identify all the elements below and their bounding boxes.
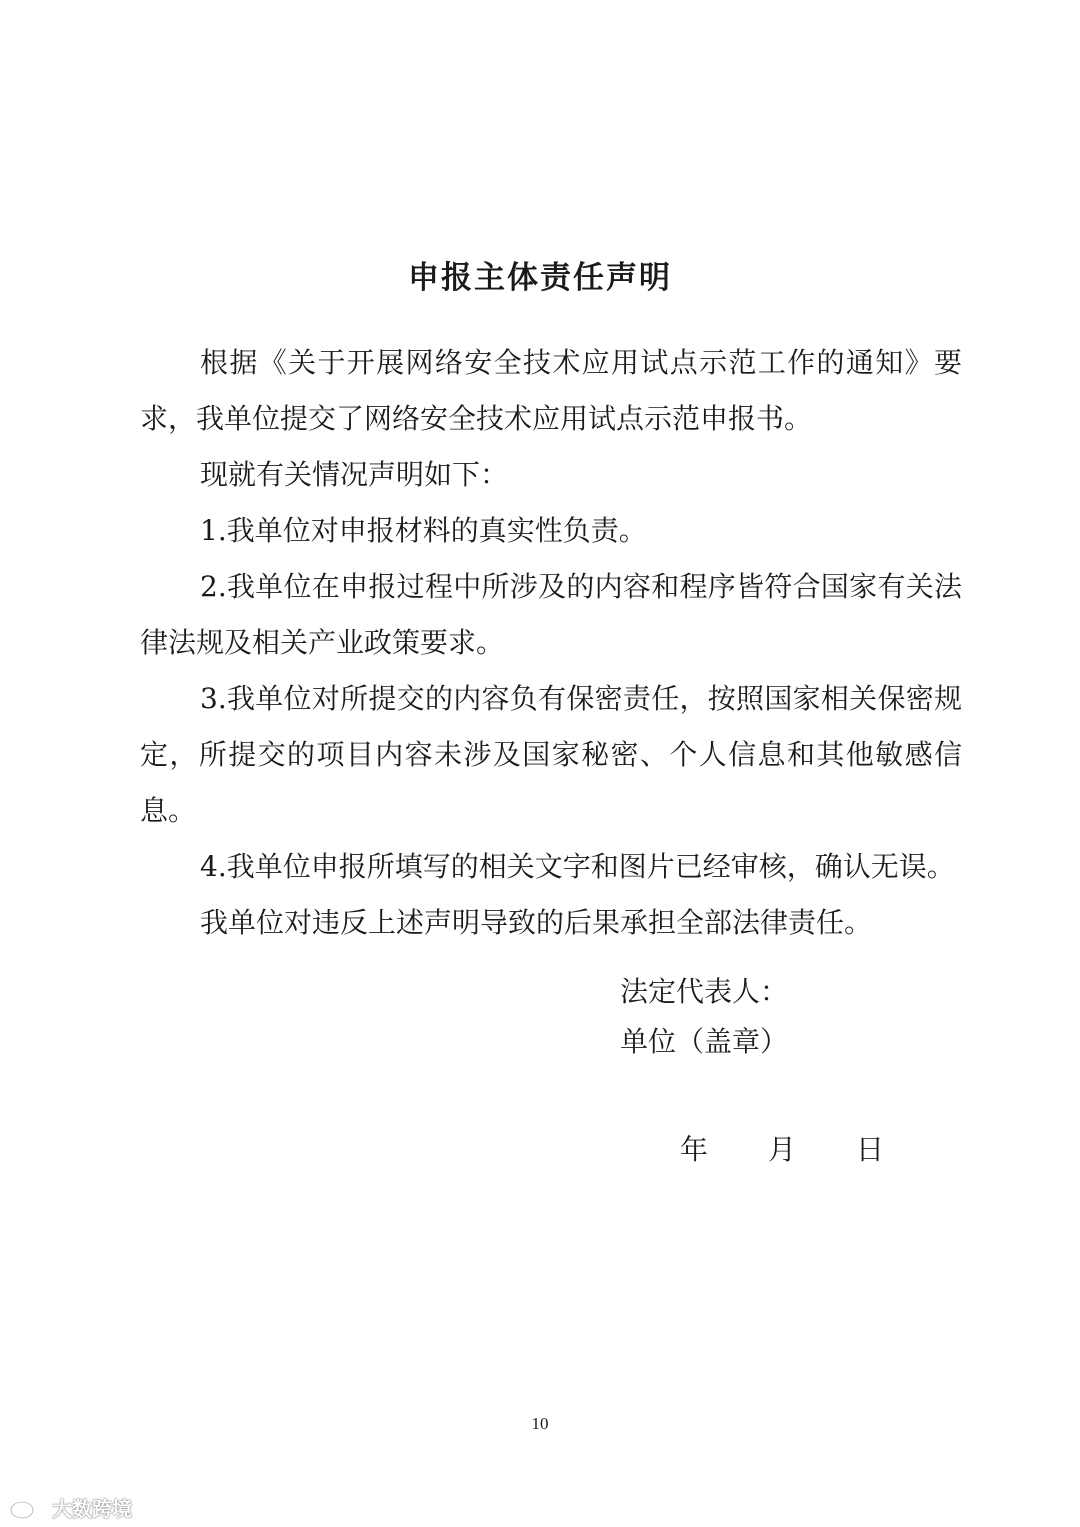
- paragraph-item-4: 4.我单位申报所填写的相关文字和图片已经审核，确认无误。: [200, 850, 955, 883]
- paragraph-intro: 根据《关于开展网络安全技术应用试点示范工作的通知》要求，我单位提交了网络安全技术应用试点示范申报书。: [140, 346, 962, 435]
- weibo-logo-icon: [8, 1495, 48, 1521]
- legal-representative-label: 法定代表人：: [620, 975, 789, 1008]
- unit-seal-label: 单位（盖章）: [620, 1025, 789, 1058]
- page-number: 10: [531, 1414, 549, 1433]
- declaration-body: [140, 335, 962, 951]
- paragraph-item-3: 3.我单位对所提交的内容负有保密责任，按照国家相关保密规定，所提交的项目内容未涉及国家秘密、个人信息和其他敏感信息。: [140, 682, 962, 827]
- paragraph-closing: 我单位对违反上述声明导致的后果承担全部法律责任。: [200, 906, 873, 939]
- date-day-label: 日: [856, 1133, 885, 1166]
- watermark: [8, 1493, 132, 1522]
- date-month-label: 月: [768, 1133, 797, 1166]
- date-line: [680, 1122, 884, 1178]
- paragraph-item-2: 2.我单位在申报过程中所涉及的内容和程序皆符合国家有关法律法规及相关产业政策要求。: [140, 570, 962, 659]
- paragraph-lead: 现就有关情况声明如下：: [200, 458, 509, 491]
- paragraph-item-1: 1.我单位对申报材料的真实性负责。: [200, 514, 647, 547]
- document-title: 申报主体责任声明: [408, 260, 672, 296]
- date-year-label: 年: [680, 1133, 709, 1166]
- watermark-text: 大数跨境: [52, 1497, 132, 1521]
